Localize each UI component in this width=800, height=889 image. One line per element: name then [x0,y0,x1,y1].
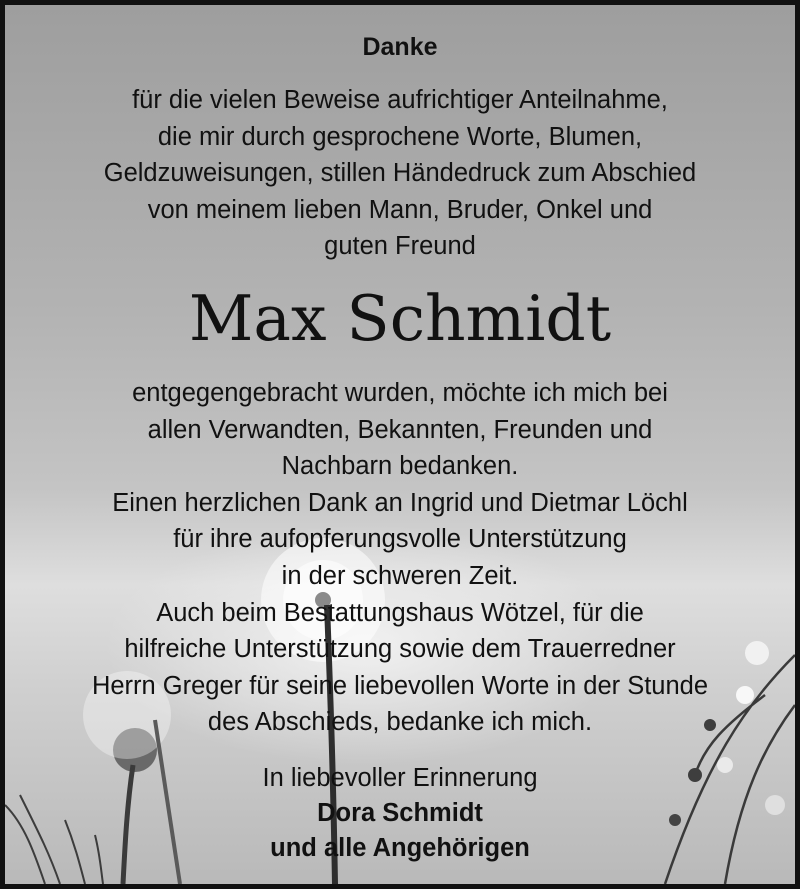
heading-danke: Danke [362,33,438,61]
closing-block [5,761,795,866]
intro-line: von meinem lieben Mann, Bruder, Onkel und [147,195,653,224]
intro-line: Geldzuweisungen, stillen Händedruck zum Abschied [103,159,697,188]
intro-line: die mir durch gesprochene Worte, Blumen, [157,122,643,151]
signer-name: Dora Schmidt [317,799,483,827]
body-line: in der schweren Zeit. [281,561,519,590]
body-line: allen Verwandten, Bekannten, Freunden und [147,415,653,444]
intro-line: für die vielen Beweise aufrichtiger Anteilnahme, [132,86,668,114]
intro-line: guten Freund [324,232,476,261]
body-paragraph [5,375,795,741]
body-line: Einen herzlichen Dank an Ingrid und Dietmar Löchl [112,488,688,517]
body-line: hilfreiche Unterstützung sowie dem Trauerredner [124,635,676,664]
intro-paragraph [5,82,795,265]
family-line: und alle Angehörigen [270,834,530,862]
closing-phrase: In liebevoller Erinnerung [262,764,538,792]
body-line: Auch beim Bestattungshaus Wötzel, für die [156,598,644,627]
body-line: für ihre aufopferungsvolle Unterstützung [173,525,627,554]
body-line: Nachbarn bedanken. [281,452,519,481]
body-line: Herrn Greger für seine liebevollen Worte in der Stunde [91,671,709,700]
body-line: des Abschieds, bedanke ich mich. [207,708,593,737]
deceased-name: Max Schmidt [188,282,612,355]
body-line: entgegengebracht wurden, möchte ich mich bei [132,379,668,407]
